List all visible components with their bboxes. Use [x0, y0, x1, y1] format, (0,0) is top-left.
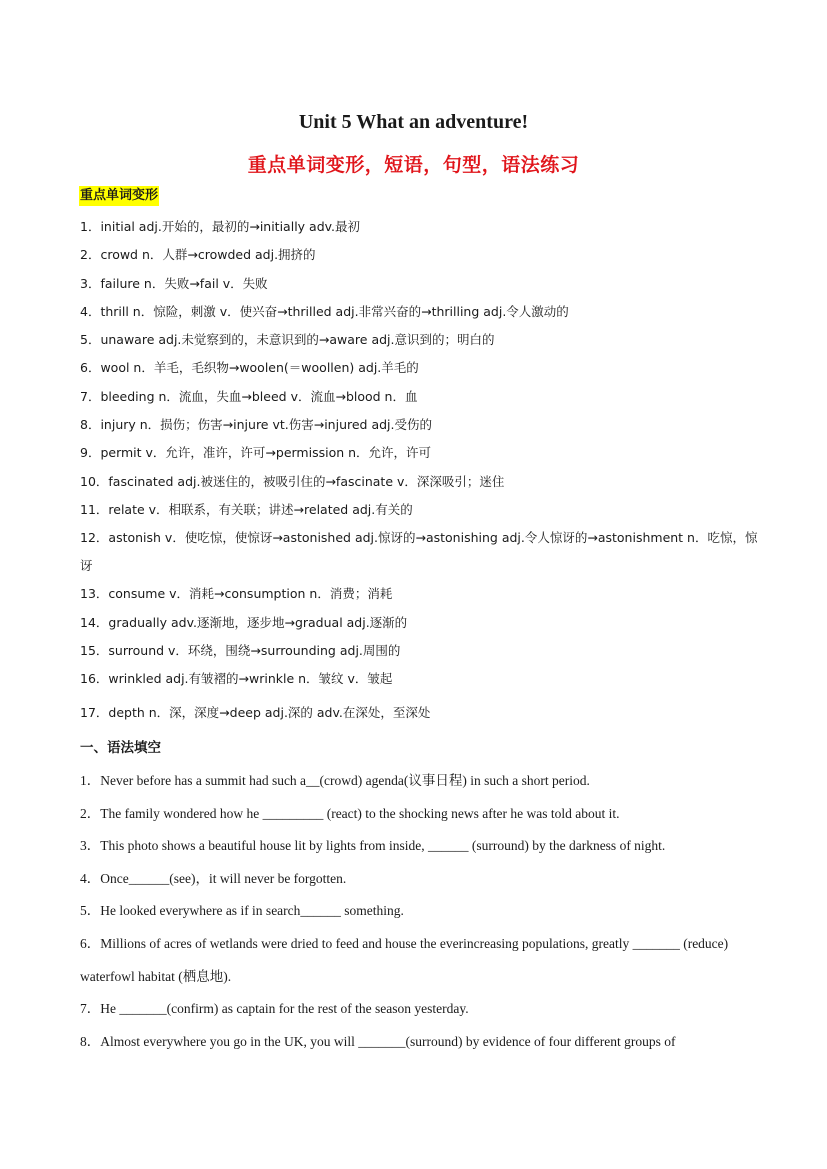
- vocab-item: 13．consume v．消耗→consumption n．消费；消耗: [80, 586, 393, 602]
- vocab-item: 11．relate v．相联系，有关联；讲述→related adj.有关的: [80, 501, 413, 517]
- vocab-item: 4．thrill n．惊险，刺激 v．使兴奋→thrilled adj.非常兴奋的→thrilling adj.令人激动的: [80, 303, 569, 319]
- exercise-item: 1．Never before has a summit had such a__(crowd) agenda(议事日程) in such a short period.: [80, 773, 590, 788]
- exercise-item: 2．The family wondered how he _________ (react) to the shocking news after he was told about it.: [80, 805, 620, 821]
- exercise-item: 3．This photo shows a beautiful house lit by lights from inside, ______ (surround) by the darkness of night.: [80, 838, 666, 854]
- vocab-item: 15．surround v．环绕，围绕→surrounding adj.周围的: [80, 642, 401, 658]
- vocab-item: 14．gradually adv.逐渐地，逐步地→gradual adj.逐渐的: [80, 614, 408, 630]
- exercise-item: 4．Once______(see)，it will never be forgotten.: [80, 870, 347, 886]
- vocab-item: 7．bleeding n．流血，失血→bleed v．流血→blood n．血: [80, 388, 418, 404]
- document-subtitle: 重点单词变形，短语，句型，语法练习: [247, 154, 580, 176]
- exercise-item: 8．Almost everywhere you go in the UK, you will _______(surround) by evidence of four different groups of: [80, 1033, 676, 1049]
- vocab-item: 16．wrinkled adj.有皱褶的→wrinkle n．皱纹 v．皱起: [80, 671, 393, 687]
- vocab-item: 1．initial adj.开始的，最初的→initially adv.最初: [80, 219, 361, 234]
- vocab-item: 2．crowd n．人群→crowded adj.拥挤的: [80, 247, 316, 263]
- vocab-section-heading: 重点单词变形: [79, 186, 159, 206]
- vocab-item: 8．injury n．损伤；伤害→injure vt.伤害→injured adj.受伤的: [80, 417, 433, 433]
- grammar-section-heading: 一、语法填空: [80, 740, 161, 756]
- document-title: Unit 5 What an adventure!: [298, 111, 529, 133]
- vocab-item: 5．unaware adj.未觉察到的，未意识到的→aware adj.意识到的；明白的: [80, 332, 495, 348]
- vocab-item: 17．depth n．深，深度→deep adj.深的 adv.在深处，至深处: [80, 705, 431, 721]
- vocab-item: 9．permit v．允许，准许，许可→permission n．允许，许可: [80, 445, 432, 461]
- exercise-list: [80, 765, 750, 1058]
- vocab-list: [80, 213, 760, 728]
- vocab-item: 10．fascinated adj.被迷住的，被吸引住的→fascinate v．深深吸引；迷住: [80, 473, 505, 489]
- exercise-item: 7．He _______(confirm) as captain for the rest of the season yesterday.: [80, 1001, 469, 1017]
- vocab-item: 3．failure n．失败→fail v．失败: [80, 275, 268, 291]
- vocab-item: 12．astonish v．使吃惊，使惊讶→astonished adj.惊讶的→astonishing adj.令人惊讶的→astonishment n．吃惊，惊讶: [80, 530, 758, 574]
- exercise-item: 6．Millions of acres of wetlands were dried to feed and house the everincreasing populations, greatly _______ (reduce) waterfowl habitat (栖息地).: [80, 935, 729, 984]
- vocab-item: 6．wool n．羊毛，毛织物→woolen(＝woollen) adj.羊毛的: [80, 360, 419, 376]
- exercise-item: 5．He looked everywhere as if in search______ something.: [80, 903, 404, 919]
